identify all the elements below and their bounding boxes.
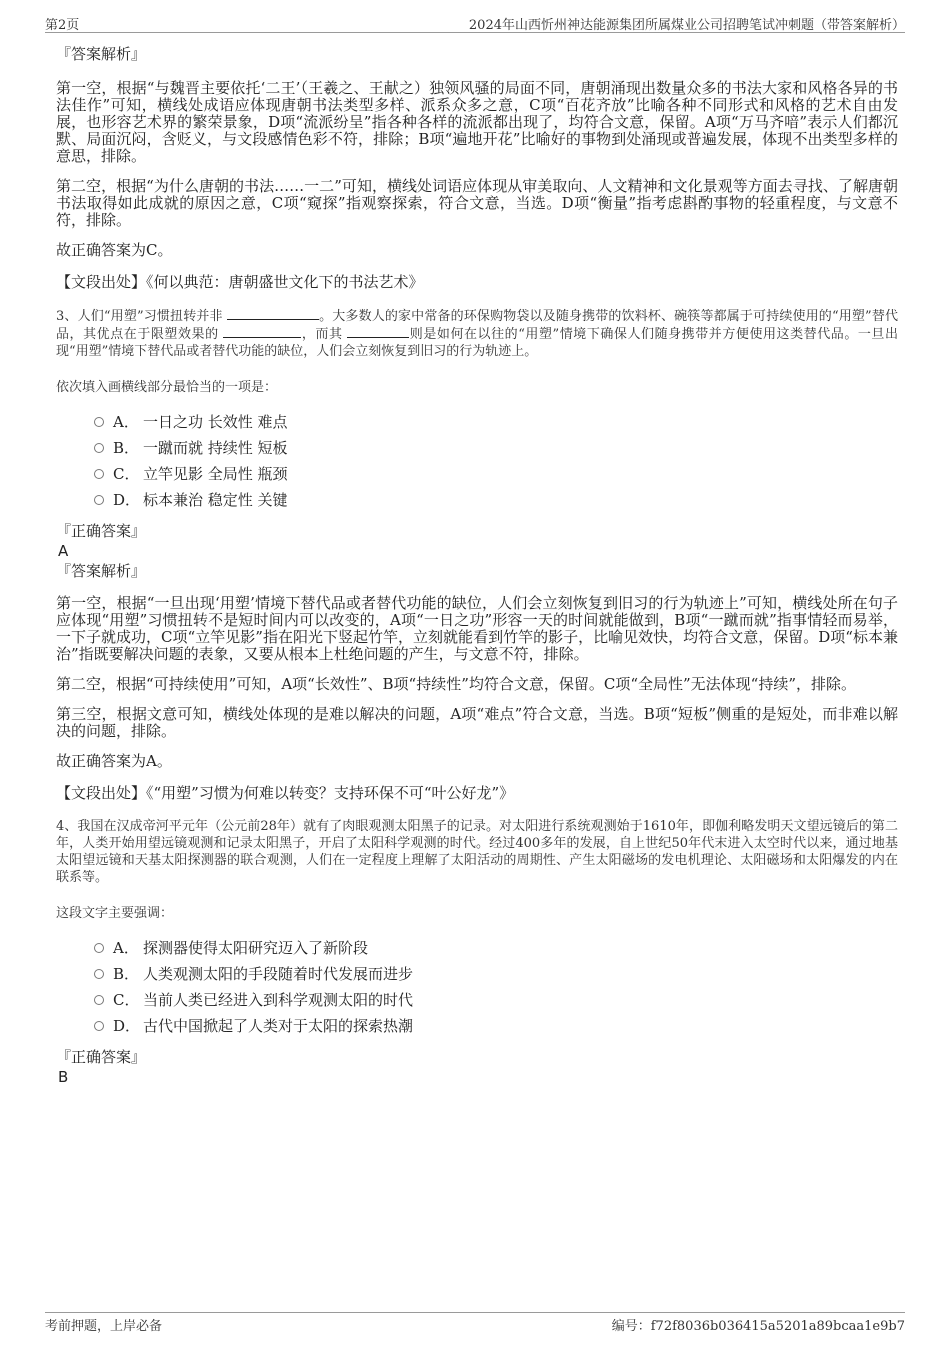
page-footer: [45, 1312, 905, 1333]
q3-options: [94, 409, 898, 513]
footer-slogan: 考前押题，上岸必备: [45, 1319, 163, 1334]
radio-icon[interactable]: [94, 417, 104, 427]
page-number: 第2页: [45, 18, 80, 33]
radio-icon[interactable]: [94, 943, 104, 953]
q4-option-b[interactable]: B． 人类观测太阳的手段随着时代发展而进步: [94, 961, 898, 987]
q3-source: 【文段出处】《“用塑”习惯为何难以转变？支持环保不可“叶公好龙”》: [56, 784, 515, 802]
q2-source: 【文段出处】《何以典范：唐朝盛世文化下的书法艺术》: [56, 273, 424, 291]
radio-icon[interactable]: [94, 469, 104, 479]
radio-icon[interactable]: [94, 495, 104, 505]
q3-option-d[interactable]: D． 标本兼治 稳定性 关键: [94, 487, 898, 513]
q3-question: 3、人们“用塑”习惯扭转并非 。大多数人的家中常备的环保购物袋以及随身携带的饮料杯、碗筷等都属于可持续使用的“用塑”替代品，其优点在于限塑效果的 ，而其 则是如何在以往的“用塑”情境下确保人们随身携带并方便使用这类替代品。一旦出现“用塑”情境下替代品或者替代功能的缺位，人们会立刻恢复到旧习的行为轨迹上。: [56, 309, 898, 359]
q3-analysis-para-1: 第一空，根据“一旦出现‘用塑’情境下替代品或者替代功能的缺位，人们会立刻恢复到旧习的行为轨迹上”可知，横线处所在句子应体现“用塑”习惯扭转不是短时间内可以改变的，A项“一日之功”形容一天的时间就能做到，B项“一蹴而就”指事情轻而易举，一下子就成功，C项“立竿见影”指在阳光下竖起竹竿，立刻就能看到竹竿的影子，比喻见效快，均符合文意，保留。D项“标本兼治”指既要解决问题的表象，又要从根本上杜绝问题的产生，与文意不符，排除。: [56, 594, 898, 663]
q3-analysis-para-2: 第二空，根据“可持续使用”可知，A项“长效性”、B项“持续性”均符合文意，保留。C项“全局性”无法体现“持续”，排除。: [56, 675, 857, 693]
blank-1: [227, 307, 319, 320]
q4-answer: B: [58, 1068, 69, 1086]
q4-answer-label: 『正确答案』: [56, 1048, 147, 1066]
q2-conclusion: 故正确答案为C。: [56, 241, 173, 259]
q3-option-b[interactable]: B． 一蹴而就 持续性 短板: [94, 435, 898, 461]
document-id: 编号：f72f8036b036415a5201a89bcaa1e9b7: [611, 1319, 905, 1334]
q3-answer: A: [58, 542, 69, 560]
radio-icon[interactable]: [94, 1021, 104, 1031]
q3-analysis-para-3: 第三空，根据文意可知，横线处体现的是难以解决的问题，A项“难点”符合文意，当选。B项“短板”侧重的是短处，而非难以解决的问题，排除。: [56, 705, 898, 740]
q4-prompt: 这段文字主要强调：: [56, 906, 174, 921]
q3-option-a[interactable]: A． 一日之功 长效性 难点: [94, 409, 898, 435]
radio-icon[interactable]: [94, 443, 104, 453]
q3-option-c[interactable]: C． 立竿见影 全局性 瓶颈: [94, 461, 898, 487]
q2-analysis-para-2: 第二空，根据“为什么唐朝的书法……一二”可知，横线处词语应体现从审美取向、人文精神和文化景观等方面去寻找、了解唐朝书法取得如此成就的原因之意，C项“窥探”指观察探索，符合文意，当选。D项“衡量”指考虑斟酌事物的轻重程度，与文意不符，排除。: [56, 177, 898, 229]
radio-icon[interactable]: [94, 969, 104, 979]
q3-conclusion: 故正确答案为A。: [56, 752, 172, 770]
q4-question: 4、我国在汉成帝河平元年（公元前28年）就有了肉眼观测太阳黑子的记录。对太阳进行系统观测始于1610年，即伽利略发明天文望远镜后的第二年，人类开始用望远镜观测和记录太阳黑子，开启了太阳科学观测的时代。经过400多年的发展，自上世纪50年代末进入太空时代以来，通过地基太阳望远镜和天基太阳探测器的联合观测，人们在一定程度上理解了太阳活动的周期性、产生太阳磁场的发电机理论、太阳磁场和太阳爆发的内在联系等。: [56, 819, 898, 885]
page-content: [56, 38, 898, 1087]
q4-option-c[interactable]: C． 当前人类已经进入到科学观测太阳的时代: [94, 987, 898, 1013]
blank-3: [347, 325, 409, 338]
blank-2: [223, 325, 301, 338]
q4-option-d[interactable]: D． 古代中国掀起了人类对于太阳的探索热潮: [94, 1013, 898, 1039]
q3-prompt: 依次填入画横线部分最恰当的一项是：: [56, 380, 278, 395]
radio-icon[interactable]: [94, 995, 104, 1005]
q4-option-a[interactable]: A． 探测器使得太阳研究迈入了新阶段: [94, 935, 898, 961]
document-title: 2024年山西忻州神达能源集团所属煤业公司招聘笔试冲刺题（带答案解析）: [468, 18, 905, 33]
page-header: [45, 14, 905, 33]
q3-analysis-label: 『答案解析』: [56, 562, 147, 580]
q2-analysis-para-1: 第一空，根据“与魏晋主要依托‘二王’（王羲之、王献之）独领风骚的局面不同，唐朝涌现出数量众多的书法大家和风格各异的书法佳作”可知，横线处成语应体现唐朝书法类型多样、派系众多之意，C项“百花齐放”比喻各种不同形式和风格的艺术自由发展，也形容艺术界的繁荣景象，D项“流派纷呈”指各种各样的流派都出现了，均符合文意，保留。A项“万马齐喑”表示人们都沉默、局面沉闷，含贬义，与文段感情色彩不符，排除；B项“遍地开花”比喻好的事物到处涌现或普遍发展，体现不出类型多样的意思，排除。: [56, 79, 898, 165]
q2-analysis-label: 『答案解析』: [56, 45, 147, 63]
q3-answer-label: 『正确答案』: [56, 522, 147, 540]
q4-options: [94, 935, 898, 1039]
